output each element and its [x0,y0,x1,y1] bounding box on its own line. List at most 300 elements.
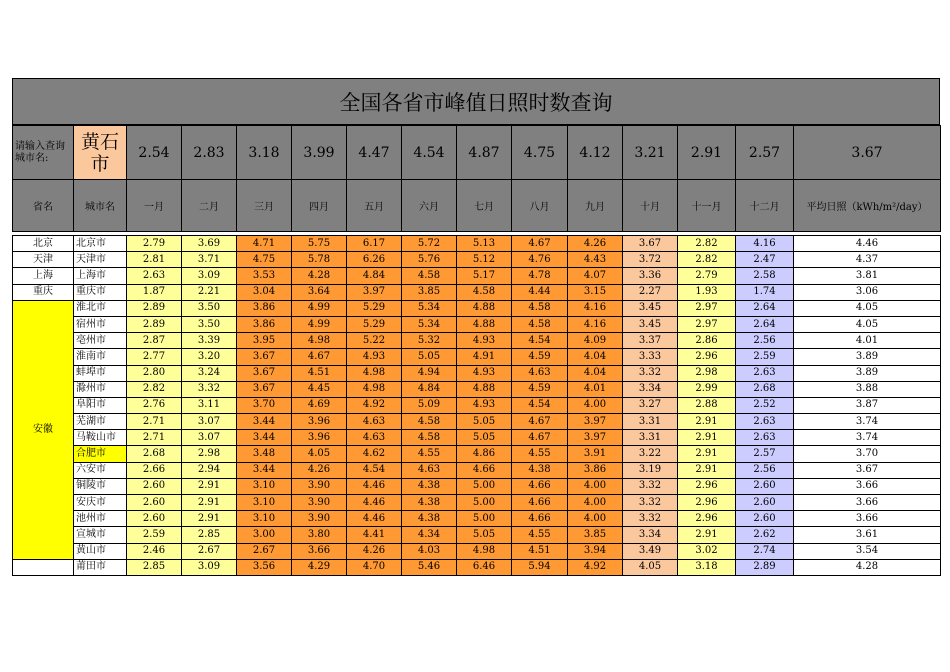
month-value-cell[interactable]: 2.68 [127,446,182,462]
month-value-cell[interactable]: 2.79 [678,268,736,284]
month-value-cell[interactable]: 4.16 [736,236,794,252]
avg-value-cell[interactable]: 4.05 [794,300,941,316]
avg-value-cell[interactable]: 4.28 [794,559,941,575]
month-value-cell[interactable]: 4.29 [292,559,347,575]
month-value-cell[interactable]: 4.59 [512,349,568,365]
month-value-cell[interactable]: 5.34 [402,300,457,316]
month-value-cell[interactable]: 2.97 [678,316,736,332]
month-value-cell[interactable]: 5.05 [402,349,457,365]
month-value-cell[interactable]: 3.97 [568,414,623,430]
month-value-cell[interactable]: 4.98 [292,333,347,349]
month-value-cell[interactable]: 4.55 [512,446,568,462]
month-value-cell[interactable]: 4.58 [512,300,568,316]
city-cell[interactable]: 阜阳市 [74,397,127,413]
city-cell[interactable]: 芜湖市 [74,414,127,430]
month-value-cell[interactable]: 4.00 [568,478,623,494]
month-value-cell[interactable]: 3.72 [623,252,678,268]
month-value-cell[interactable]: 3.04 [237,284,292,300]
month-value-cell[interactable]: 2.46 [127,543,182,559]
month-value-cell[interactable]: 3.45 [623,316,678,332]
month-value-cell[interactable]: 5.05 [457,414,512,430]
city-cell[interactable]: 淮南市 [74,349,127,365]
avg-value-cell[interactable]: 3.66 [794,478,941,494]
month-value-cell[interactable]: 5.00 [457,495,512,511]
month-value-cell[interactable]: 2.21 [182,284,237,300]
month-value-cell[interactable]: 2.68 [736,381,794,397]
month-value-cell[interactable]: 4.98 [347,381,402,397]
month-value-cell[interactable]: 2.57 [736,446,794,462]
month-value-cell[interactable]: 3.49 [623,543,678,559]
month-value-cell[interactable]: 2.82 [678,252,736,268]
month-value-cell[interactable]: 5.05 [457,527,512,543]
month-value-cell[interactable]: 3.70 [237,397,292,413]
province-cell[interactable]: 安徽 [13,300,74,559]
month-value-cell[interactable]: 3.11 [182,397,237,413]
month-value-cell[interactable]: 5.17 [457,268,512,284]
month-value-cell[interactable]: 4.67 [512,414,568,430]
avg-value-cell[interactable]: 3.87 [794,397,941,413]
month-value-cell[interactable]: 3.22 [623,446,678,462]
month-value-cell[interactable]: 4.75 [237,252,292,268]
month-value-cell[interactable]: 2.60 [736,511,794,527]
month-value-cell[interactable]: 2.89 [736,559,794,575]
month-value-cell[interactable]: 3.32 [623,365,678,381]
avg-value-cell[interactable]: 3.70 [794,446,941,462]
month-value-cell[interactable]: 6.17 [347,236,402,252]
month-value-cell[interactable]: 2.91 [678,414,736,430]
avg-value-cell[interactable]: 3.54 [794,543,941,559]
month-value-cell[interactable]: 3.95 [237,333,292,349]
avg-value-cell[interactable]: 4.37 [794,252,941,268]
month-value-cell[interactable]: 4.55 [512,527,568,543]
month-value-cell[interactable]: 2.91 [182,478,237,494]
month-value-cell[interactable]: 4.26 [347,543,402,559]
month-value-cell[interactable]: 3.07 [182,414,237,430]
month-value-cell[interactable]: 2.85 [182,527,237,543]
month-value-cell[interactable]: 2.59 [736,349,794,365]
month-value-cell[interactable]: 5.76 [402,252,457,268]
province-cell[interactable]: 北京 [13,236,74,252]
month-value-cell[interactable]: 3.27 [623,397,678,413]
month-value-cell[interactable]: 5.32 [402,333,457,349]
month-value-cell[interactable]: 4.01 [568,381,623,397]
month-value-cell[interactable]: 4.51 [292,365,347,381]
province-cell[interactable]: 上海 [13,268,74,284]
month-value-cell[interactable]: 4.46 [347,511,402,527]
avg-value-cell[interactable]: 4.46 [794,236,941,252]
month-value-cell[interactable]: 4.88 [457,316,512,332]
month-value-cell[interactable]: 3.19 [623,462,678,478]
month-value-cell[interactable]: 3.53 [237,268,292,284]
month-value-cell[interactable]: 4.51 [512,543,568,559]
city-cell[interactable]: 马鞍山市 [74,430,127,446]
month-value-cell[interactable]: 2.76 [127,397,182,413]
month-value-cell[interactable]: 4.62 [347,446,402,462]
month-value-cell[interactable]: 4.67 [512,430,568,446]
city-cell[interactable]: 黄山市 [74,543,127,559]
avg-value-cell[interactable]: 3.74 [794,414,941,430]
city-cell[interactable]: 莆田市 [74,559,127,575]
month-value-cell[interactable]: 4.04 [568,349,623,365]
month-value-cell[interactable]: 3.50 [182,300,237,316]
month-value-cell[interactable]: 2.74 [736,543,794,559]
province-cell[interactable]: 天津 [13,252,74,268]
month-value-cell[interactable]: 3.94 [568,543,623,559]
month-value-cell[interactable]: 2.59 [127,527,182,543]
month-value-cell[interactable]: 4.99 [292,316,347,332]
month-value-cell[interactable]: 4.07 [568,268,623,284]
city-cell[interactable]: 淮北市 [74,300,127,316]
month-value-cell[interactable]: 2.98 [182,446,237,462]
month-value-cell[interactable]: 2.67 [182,543,237,559]
month-value-cell[interactable]: 3.34 [623,527,678,543]
month-value-cell[interactable]: 4.93 [457,397,512,413]
month-value-cell[interactable]: 4.26 [568,236,623,252]
month-value-cell[interactable]: 3.36 [623,268,678,284]
avg-value-cell[interactable]: 3.89 [794,365,941,381]
avg-value-cell[interactable]: 4.05 [794,316,941,332]
month-value-cell[interactable]: 2.64 [736,316,794,332]
month-value-cell[interactable]: 4.99 [292,300,347,316]
month-value-cell[interactable]: 5.29 [347,316,402,332]
month-value-cell[interactable]: 3.45 [623,300,678,316]
avg-value-cell[interactable]: 3.66 [794,511,941,527]
province-cell[interactable] [13,559,74,575]
month-value-cell[interactable]: 1.87 [127,284,182,300]
month-value-cell[interactable]: 2.80 [127,365,182,381]
avg-value-cell[interactable]: 3.88 [794,381,941,397]
month-value-cell[interactable]: 3.86 [237,316,292,332]
month-value-cell[interactable]: 2.91 [182,495,237,511]
month-value-cell[interactable]: 3.09 [182,268,237,284]
month-value-cell[interactable]: 3.80 [292,527,347,543]
month-value-cell[interactable]: 4.67 [512,236,568,252]
month-value-cell[interactable]: 5.00 [457,478,512,494]
month-value-cell[interactable]: 3.02 [678,543,736,559]
month-value-cell[interactable]: 1.93 [678,284,736,300]
month-value-cell[interactable]: 4.98 [347,365,402,381]
month-value-cell[interactable]: 5.75 [292,236,347,252]
month-value-cell[interactable]: 5.09 [402,397,457,413]
month-value-cell[interactable]: 2.63 [736,430,794,446]
month-value-cell[interactable]: 3.32 [623,511,678,527]
month-value-cell[interactable]: 2.82 [127,381,182,397]
month-value-cell[interactable]: 3.48 [237,446,292,462]
month-value-cell[interactable]: 4.84 [347,268,402,284]
month-value-cell[interactable]: 4.16 [568,300,623,316]
month-value-cell[interactable]: 2.96 [678,478,736,494]
month-value-cell[interactable]: 4.63 [347,430,402,446]
month-value-cell[interactable]: 3.90 [292,495,347,511]
month-value-cell[interactable]: 3.31 [623,430,678,446]
query-city-input[interactable]: 黄石市 [74,126,127,180]
month-value-cell[interactable]: 4.93 [457,365,512,381]
month-value-cell[interactable]: 4.16 [568,316,623,332]
month-value-cell[interactable]: 3.97 [347,284,402,300]
month-value-cell[interactable]: 2.58 [736,268,794,284]
avg-value-cell[interactable]: 3.06 [794,284,941,300]
city-cell[interactable]: 宿州市 [74,316,127,332]
city-cell[interactable]: 天津市 [74,252,127,268]
month-value-cell[interactable]: 3.85 [568,527,623,543]
city-cell[interactable]: 铜陵市 [74,478,127,494]
month-value-cell[interactable]: 3.44 [237,430,292,446]
month-value-cell[interactable]: 3.64 [292,284,347,300]
month-value-cell[interactable]: 2.60 [127,495,182,511]
month-value-cell[interactable]: 4.43 [568,252,623,268]
month-value-cell[interactable]: 3.90 [292,511,347,527]
month-value-cell[interactable]: 5.22 [347,333,402,349]
month-value-cell[interactable]: 4.98 [457,543,512,559]
month-value-cell[interactable]: 3.66 [292,543,347,559]
month-value-cell[interactable]: 4.66 [512,511,568,527]
month-value-cell[interactable]: 3.96 [292,414,347,430]
month-value-cell[interactable]: 5.05 [457,430,512,446]
month-value-cell[interactable]: 2.98 [678,365,736,381]
month-value-cell[interactable]: 4.88 [457,381,512,397]
month-value-cell[interactable]: 4.86 [457,446,512,462]
month-value-cell[interactable]: 4.76 [512,252,568,268]
month-value-cell[interactable]: 3.32 [623,495,678,511]
month-value-cell[interactable]: 3.24 [182,365,237,381]
month-value-cell[interactable]: 5.72 [402,236,457,252]
month-value-cell[interactable]: 3.37 [623,333,678,349]
month-value-cell[interactable]: 2.96 [678,511,736,527]
month-value-cell[interactable]: 4.54 [347,462,402,478]
month-value-cell[interactable]: 5.12 [457,252,512,268]
month-value-cell[interactable]: 2.91 [678,527,736,543]
month-value-cell[interactable]: 4.55 [402,446,457,462]
month-value-cell[interactable]: 2.56 [736,333,794,349]
month-value-cell[interactable]: 2.91 [678,462,736,478]
city-cell[interactable]: 合肥市 [74,446,127,462]
month-value-cell[interactable]: 4.46 [347,495,402,511]
month-value-cell[interactable]: 2.89 [127,316,182,332]
month-value-cell[interactable]: 3.56 [237,559,292,575]
month-value-cell[interactable]: 2.79 [127,236,182,252]
month-value-cell[interactable]: 3.33 [623,349,678,365]
month-value-cell[interactable]: 2.81 [127,252,182,268]
month-value-cell[interactable]: 3.97 [568,430,623,446]
avg-value-cell[interactable]: 4.01 [794,333,941,349]
month-value-cell[interactable]: 2.56 [736,462,794,478]
month-value-cell[interactable]: 3.67 [623,236,678,252]
month-value-cell[interactable]: 3.10 [237,495,292,511]
month-value-cell[interactable]: 6.26 [347,252,402,268]
month-value-cell[interactable]: 4.93 [457,333,512,349]
month-value-cell[interactable]: 2.63 [736,365,794,381]
month-value-cell[interactable]: 4.38 [402,511,457,527]
month-value-cell[interactable]: 4.00 [568,397,623,413]
month-value-cell[interactable]: 3.18 [678,559,736,575]
month-value-cell[interactable]: 3.10 [237,478,292,494]
month-value-cell[interactable]: 4.34 [402,527,457,543]
month-value-cell[interactable]: 3.00 [237,527,292,543]
avg-value-cell[interactable]: 3.74 [794,430,941,446]
month-value-cell[interactable]: 2.99 [678,381,736,397]
month-value-cell[interactable]: 2.87 [127,333,182,349]
month-value-cell[interactable]: 5.46 [402,559,457,575]
month-value-cell[interactable]: 4.63 [402,462,457,478]
month-value-cell[interactable]: 2.88 [678,397,736,413]
month-value-cell[interactable]: 2.60 [127,478,182,494]
month-value-cell[interactable]: 2.52 [736,397,794,413]
month-value-cell[interactable]: 3.86 [237,300,292,316]
month-value-cell[interactable]: 2.71 [127,430,182,446]
month-value-cell[interactable]: 4.00 [568,511,623,527]
month-value-cell[interactable]: 1.74 [736,284,794,300]
month-value-cell[interactable]: 4.38 [512,462,568,478]
month-value-cell[interactable]: 6.46 [457,559,512,575]
month-value-cell[interactable]: 5.00 [457,511,512,527]
month-value-cell[interactable]: 4.66 [512,495,568,511]
month-value-cell[interactable]: 4.94 [402,365,457,381]
month-value-cell[interactable]: 3.67 [237,381,292,397]
city-cell[interactable]: 六安市 [74,462,127,478]
month-value-cell[interactable]: 4.03 [402,543,457,559]
month-value-cell[interactable]: 4.63 [347,414,402,430]
month-value-cell[interactable]: 2.96 [678,349,736,365]
month-value-cell[interactable]: 2.60 [127,511,182,527]
month-value-cell[interactable]: 5.34 [402,316,457,332]
month-value-cell[interactable]: 2.91 [678,446,736,462]
month-value-cell[interactable]: 2.27 [623,284,678,300]
month-value-cell[interactable]: 4.38 [402,478,457,494]
avg-value-cell[interactable]: 3.89 [794,349,941,365]
month-value-cell[interactable]: 3.67 [237,349,292,365]
month-value-cell[interactable]: 4.58 [402,430,457,446]
avg-value-cell[interactable]: 3.81 [794,268,941,284]
month-value-cell[interactable]: 4.58 [512,316,568,332]
month-value-cell[interactable]: 4.44 [512,284,568,300]
province-cell[interactable]: 重庆 [13,284,74,300]
month-value-cell[interactable]: 4.66 [512,478,568,494]
month-value-cell[interactable]: 2.67 [237,543,292,559]
month-value-cell[interactable]: 4.38 [402,495,457,511]
avg-value-cell[interactable]: 3.66 [794,495,941,511]
city-cell[interactable]: 亳州市 [74,333,127,349]
month-value-cell[interactable]: 4.28 [292,268,347,284]
month-value-cell[interactable]: 2.71 [127,414,182,430]
month-value-cell[interactable]: 4.71 [237,236,292,252]
city-cell[interactable]: 滁州市 [74,381,127,397]
month-value-cell[interactable]: 3.85 [402,284,457,300]
month-value-cell[interactable]: 4.09 [568,333,623,349]
month-value-cell[interactable]: 4.92 [347,397,402,413]
month-value-cell[interactable]: 5.94 [512,559,568,575]
month-value-cell[interactable]: 2.63 [736,414,794,430]
month-value-cell[interactable]: 4.63 [512,365,568,381]
month-value-cell[interactable]: 2.77 [127,349,182,365]
month-value-cell[interactable]: 4.66 [457,462,512,478]
month-value-cell[interactable]: 4.58 [402,414,457,430]
month-value-cell[interactable]: 3.32 [182,381,237,397]
month-value-cell[interactable]: 3.96 [292,430,347,446]
month-value-cell[interactable]: 3.67 [237,365,292,381]
month-value-cell[interactable]: 3.39 [182,333,237,349]
month-value-cell[interactable]: 4.93 [347,349,402,365]
month-value-cell[interactable]: 4.26 [292,462,347,478]
month-value-cell[interactable]: 5.78 [292,252,347,268]
month-value-cell[interactable]: 3.20 [182,349,237,365]
month-value-cell[interactable]: 2.60 [736,495,794,511]
month-value-cell[interactable]: 4.92 [568,559,623,575]
month-value-cell[interactable]: 2.60 [736,478,794,494]
month-value-cell[interactable]: 3.90 [292,478,347,494]
city-cell[interactable]: 蚌埠市 [74,365,127,381]
city-cell[interactable]: 重庆市 [74,284,127,300]
month-value-cell[interactable]: 3.31 [623,414,678,430]
month-value-cell[interactable]: 4.59 [512,381,568,397]
month-value-cell[interactable]: 4.69 [292,397,347,413]
month-value-cell[interactable]: 3.44 [237,462,292,478]
month-value-cell[interactable]: 4.41 [347,527,402,543]
month-value-cell[interactable]: 4.70 [347,559,402,575]
month-value-cell[interactable]: 4.54 [512,333,568,349]
month-value-cell[interactable]: 5.13 [457,236,512,252]
month-value-cell[interactable]: 3.69 [182,236,237,252]
month-value-cell[interactable]: 2.82 [678,236,736,252]
month-value-cell[interactable]: 2.66 [127,462,182,478]
month-value-cell[interactable]: 2.86 [678,333,736,349]
city-cell[interactable]: 安庆市 [74,495,127,511]
month-value-cell[interactable]: 3.86 [568,462,623,478]
month-value-cell[interactable]: 3.15 [568,284,623,300]
month-value-cell[interactable]: 3.71 [182,252,237,268]
month-value-cell[interactable]: 2.94 [182,462,237,478]
month-value-cell[interactable]: 4.91 [457,349,512,365]
month-value-cell[interactable]: 2.89 [127,300,182,316]
month-value-cell[interactable]: 2.97 [678,300,736,316]
month-value-cell[interactable]: 4.45 [292,381,347,397]
month-value-cell[interactable]: 4.84 [402,381,457,397]
month-value-cell[interactable]: 3.09 [182,559,237,575]
month-value-cell[interactable]: 4.00 [568,495,623,511]
month-value-cell[interactable]: 4.54 [512,397,568,413]
month-value-cell[interactable]: 4.04 [568,365,623,381]
month-value-cell[interactable]: 4.05 [292,446,347,462]
month-value-cell[interactable]: 5.29 [347,300,402,316]
month-value-cell[interactable]: 4.46 [347,478,402,494]
month-value-cell[interactable]: 3.10 [237,511,292,527]
month-value-cell[interactable]: 3.91 [568,446,623,462]
month-value-cell[interactable]: 4.05 [623,559,678,575]
month-value-cell[interactable]: 4.58 [457,284,512,300]
month-value-cell[interactable]: 2.47 [736,252,794,268]
month-value-cell[interactable]: 3.07 [182,430,237,446]
month-value-cell[interactable]: 2.64 [736,300,794,316]
month-value-cell[interactable]: 4.58 [402,268,457,284]
avg-value-cell[interactable]: 3.67 [794,462,941,478]
city-cell[interactable]: 上海市 [74,268,127,284]
month-value-cell[interactable]: 4.88 [457,300,512,316]
avg-value-cell[interactable]: 3.61 [794,527,941,543]
city-cell[interactable]: 北京市 [74,236,127,252]
month-value-cell[interactable]: 3.44 [237,414,292,430]
month-value-cell[interactable]: 4.67 [292,349,347,365]
month-value-cell[interactable]: 3.34 [623,381,678,397]
month-value-cell[interactable]: 2.85 [127,559,182,575]
month-value-cell[interactable]: 2.96 [678,495,736,511]
month-value-cell[interactable]: 4.78 [512,268,568,284]
month-value-cell[interactable]: 2.62 [736,527,794,543]
month-value-cell[interactable]: 3.32 [623,478,678,494]
month-value-cell[interactable]: 3.50 [182,316,237,332]
city-cell[interactable]: 池州市 [74,511,127,527]
city-cell[interactable]: 宣城市 [74,527,127,543]
month-value-cell[interactable]: 2.91 [678,430,736,446]
month-value-cell[interactable]: 2.63 [127,268,182,284]
